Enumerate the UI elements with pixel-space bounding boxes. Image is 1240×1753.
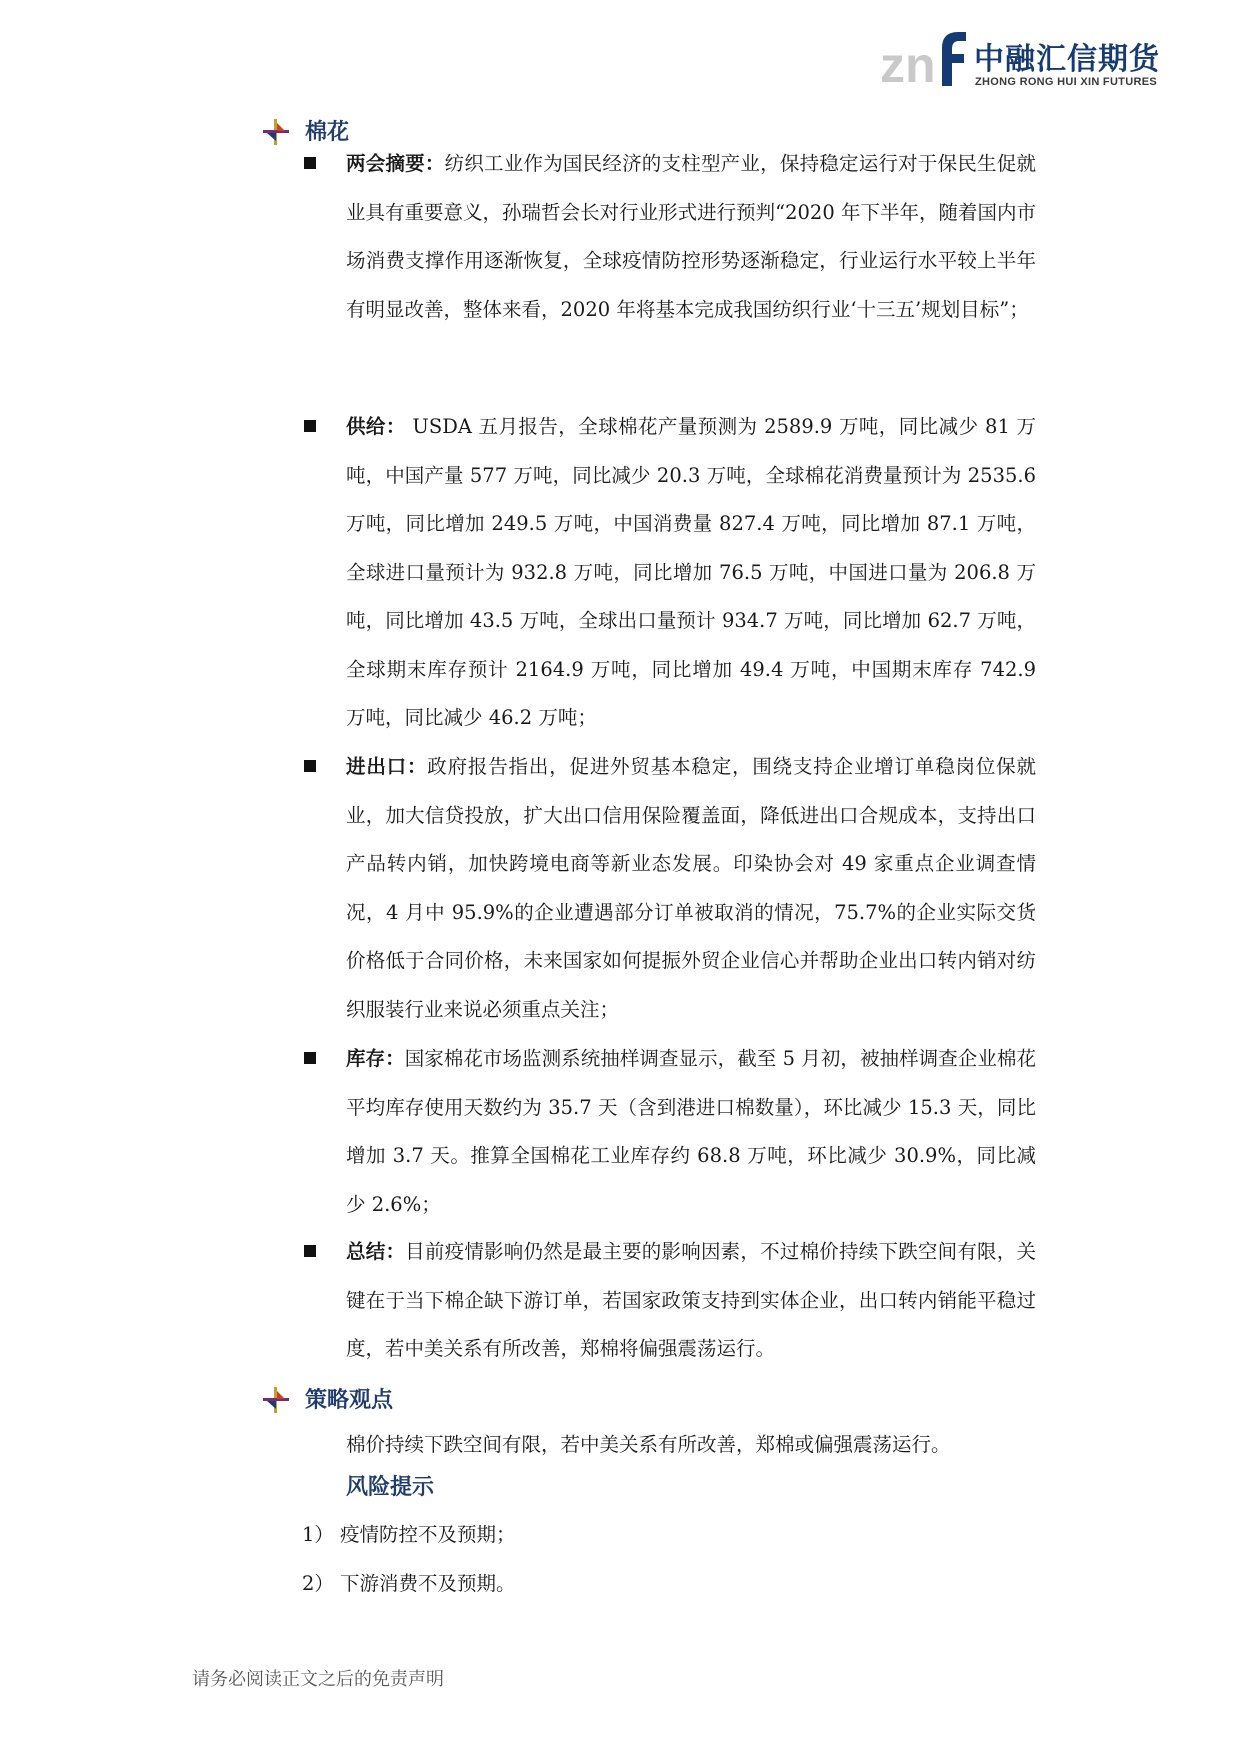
heading-marker-icon: [263, 1387, 289, 1413]
risk-item-text: 疫情防控不及预期；: [340, 1523, 516, 1546]
bullet-paragraph: [346, 743, 1036, 1034]
section-heading-text: 策略观点: [305, 1388, 394, 1413]
risk-item: [302, 1515, 516, 1555]
bullet-paragraph: [346, 140, 1036, 334]
logo-english-name: ZHONG RONG HUI XIN FUTURES: [975, 76, 1157, 88]
znf-logo-icon: [880, 26, 968, 92]
risk-item-number: 2）: [302, 1572, 334, 1595]
bullet-lead: 供给：: [346, 415, 406, 438]
bullet-trade: [346, 743, 1036, 1034]
risk-heading: 风险提示: [346, 1475, 435, 1500]
risk-item-text: 下游消费不及预期。: [340, 1572, 516, 1595]
risk-item: [302, 1564, 516, 1604]
bullet-square-icon: [304, 1245, 316, 1257]
bullet-body: 目前疫情影响仍然是最主要的影响因素，不过棉价持续下跌空间有限，关键在于当下棉企缺下游订单，若国家政策支持到实体企业，出口转内销能平稳过度，若中美关系有所改善，郑棉将偏强震荡运行。: [346, 1240, 1036, 1360]
section-heading-cotton: [305, 115, 349, 151]
section-heading-strategy: [305, 1383, 393, 1419]
bullet-body: 政府报告指出，促进外贸基本稳定，围绕支持企业增订单稳岗位保就业，加大信贷投放，扩大出口信用保险覆盖面，降低进出口合规成本，支持出口产品转内销，加快跨境电商等新业态发展。印染协会对 49 家重点企业调查情况，4 月中 95.9%的企业遭遇部分订单被取消的情况，75.7%的企业实际交货价格低于合同价格，未来国家如何提振外贸企业信心并帮助企业出口转内销对纺织服装行业来说必须重点关注；: [346, 755, 1036, 1021]
bullet-body: 国家棉花市场监测系统抽样调查显示，截至 5 月初，被抽样调查企业棉花平均库存使用天数约为 35.7 天（含到港进口棉数量），环比减少 15.3 天，同比增加 3.7 天。推算全国棉花工业库存约 68.8 万吨，环比减少 30.9%，同比减少 2.6%；: [346, 1047, 1036, 1216]
bullet-supply: [346, 403, 1036, 743]
bullet-lead: 两会摘要：: [346, 152, 445, 175]
heading-marker-icon: [263, 119, 289, 145]
bullet-summary: [346, 140, 1036, 334]
bullet-lead: 总结：: [346, 1240, 406, 1263]
strategy-paragraph: 棉价持续下跌空间有限，若中美关系有所改善，郑棉或偏强震荡运行。: [346, 1433, 951, 1456]
bullet-body: 纺织工业作为国民经济的支柱型产业，保持稳定运行对于保民生促就业具有重要意义，孙瑞哲会长对行业形式进行预判“2020 年下半年，随着国内市场消费支撑作用逐渐恢复，全球疫情防控形势逐渐稳定，行业运行水平较上半年有明显改善，整体来看，2020 年将基本完成我国纺织行业‘十三五’规划目标”；: [346, 152, 1036, 321]
bullet-square-icon: [304, 760, 316, 772]
bullet-square-icon: [304, 420, 316, 432]
footer-disclaimer: 请务必阅读正文之后的免责声明: [192, 1669, 444, 1690]
bullet-lead: 库存：: [346, 1047, 405, 1070]
bullet-square-icon: [304, 1052, 316, 1064]
company-logo: [880, 26, 1180, 92]
section-heading-text: 棉花: [305, 120, 350, 145]
bullet-body: USDA 五月报告，全球棉花产量预测为 2589.9 万吨，同比减少 81 万吨，中国产量 577 万吨，同比减少 20.3 万吨，全球棉花消费量预计为 2535.6 万吨，同比增加 249.5 万吨，中国消费量 827.4 万吨，同比增加 87.1 万吨，全球进口量预计为 932.8 万吨，同比增加 76.5 万吨，中国进口量为 206.8 万吨，同比增加 43.5 万吨，全球出口量预计 934.7 万吨，同比增加 62.7 万吨，全球期末库存预计 2164.9 万吨，同比增加 49.4 万吨，中国期末库存 742.9 万吨，同比减少 46.2 万吨；: [346, 415, 1036, 729]
bullet-paragraph: [346, 403, 1036, 743]
risk-item-number: 1）: [302, 1523, 334, 1546]
bullet-paragraph: [346, 1035, 1036, 1229]
bullet-lead: 进出口：: [346, 755, 428, 778]
bullet-conclusion: [346, 1228, 1036, 1374]
svg-text:zn: zn: [880, 37, 936, 92]
logo-chinese-name: 中融汇信期货: [974, 42, 1160, 77]
bullet-inventory: [346, 1035, 1036, 1229]
bullet-square-icon: [304, 157, 316, 169]
bullet-paragraph: [346, 1228, 1036, 1374]
